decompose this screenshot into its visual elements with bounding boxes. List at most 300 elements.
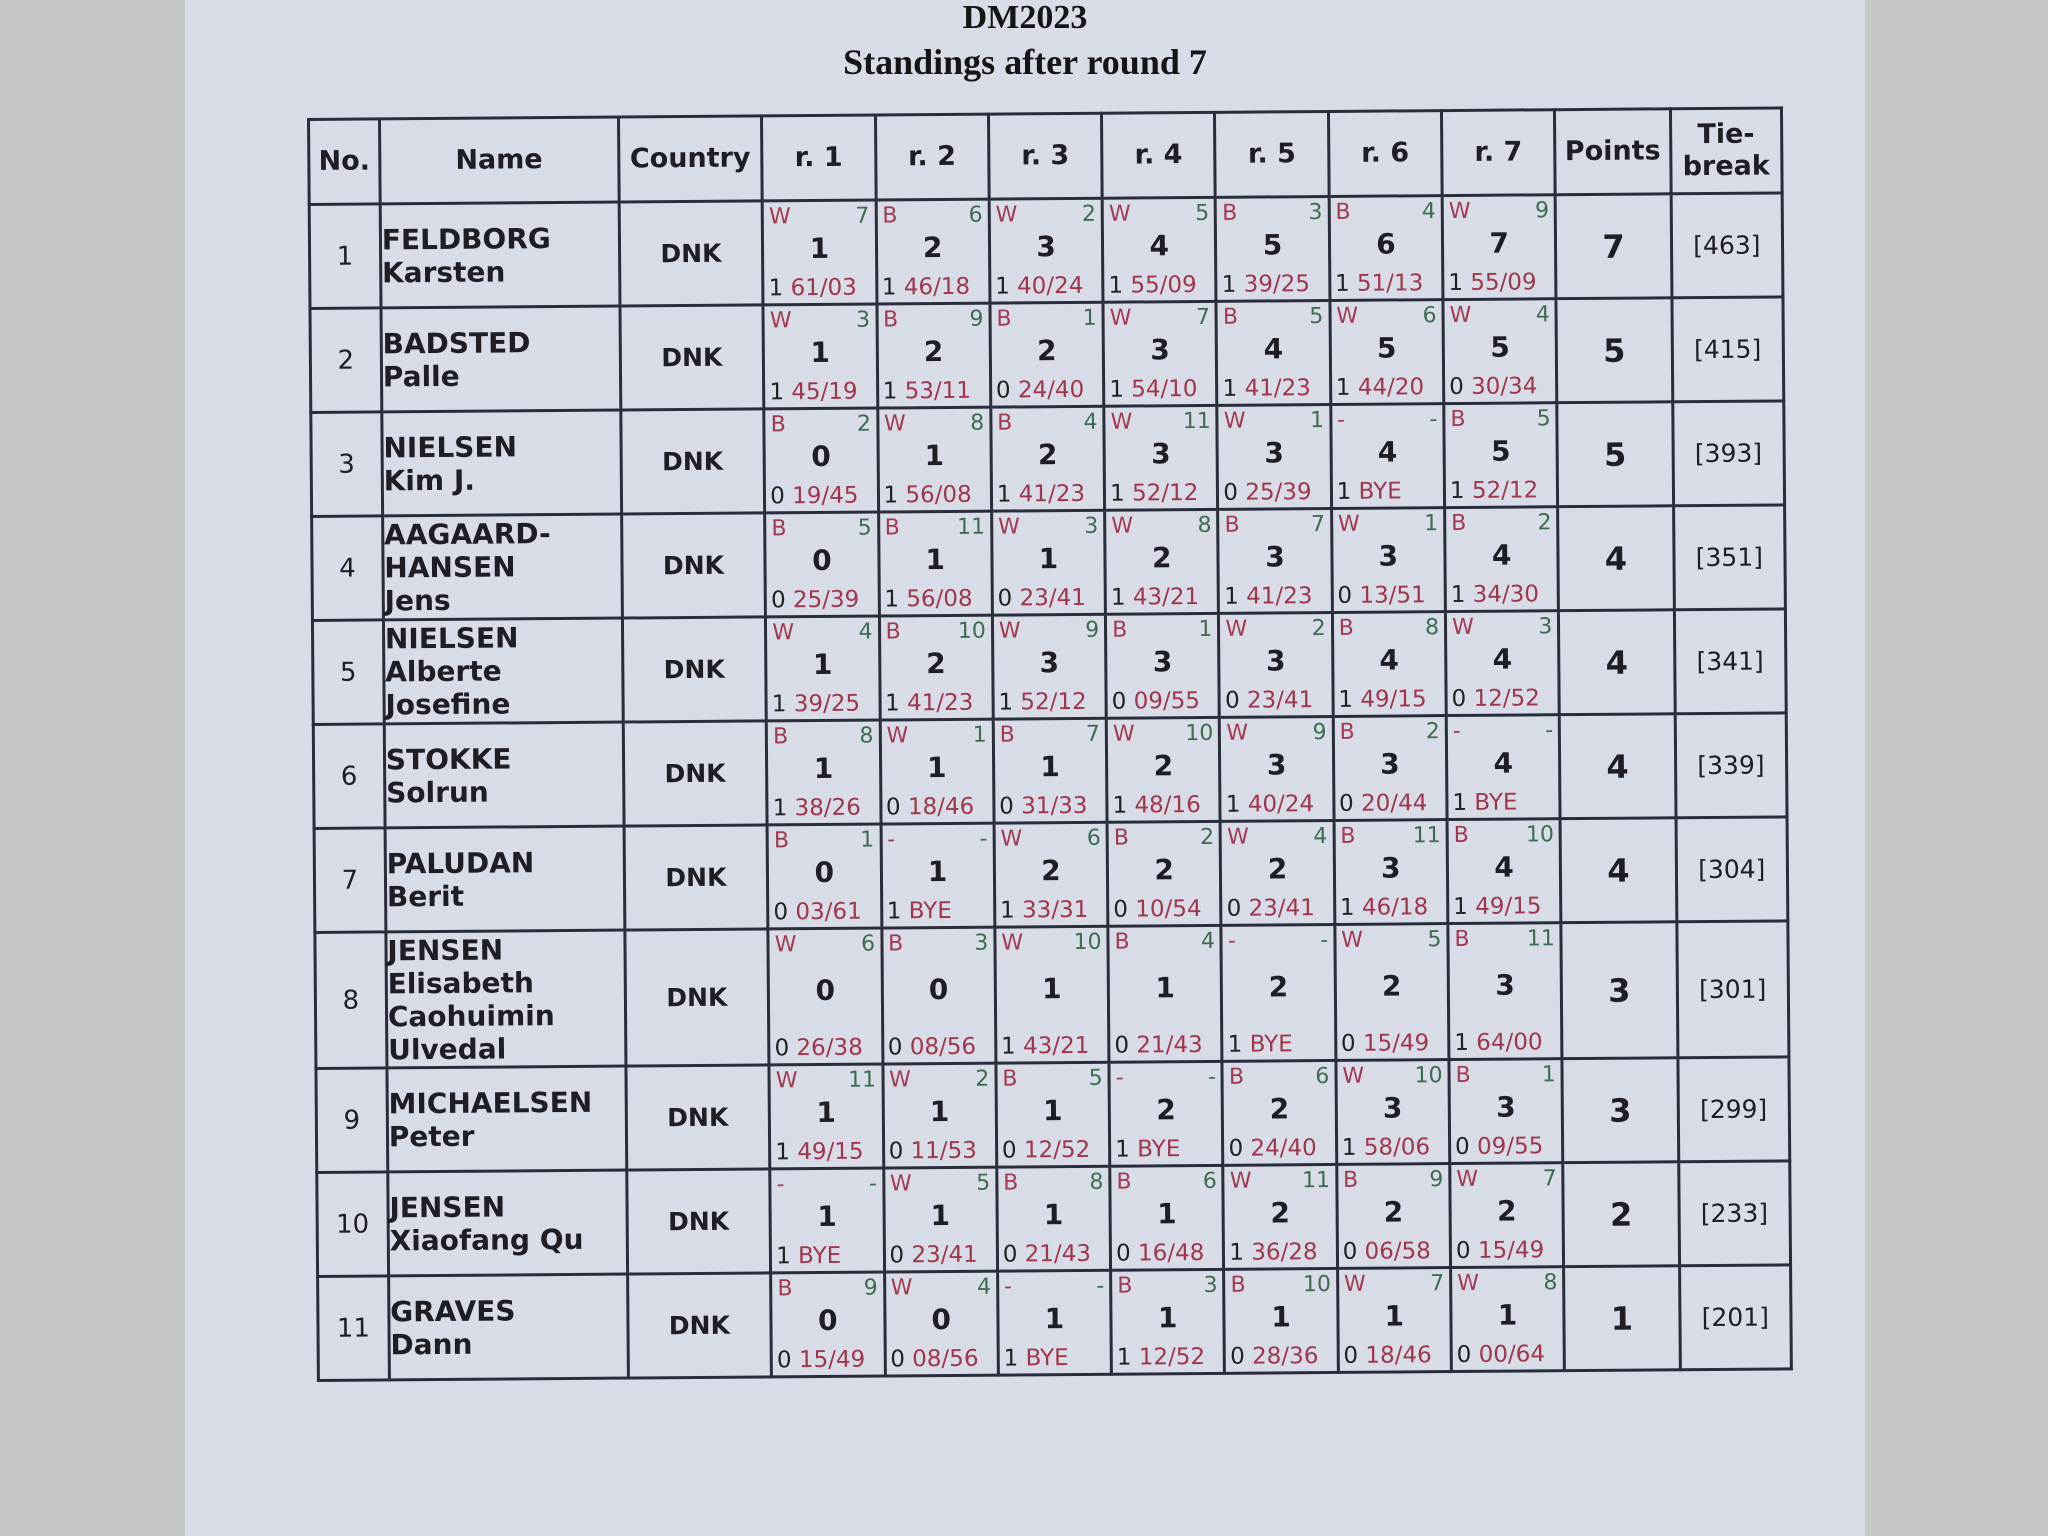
round-time: 43/21 <box>1132 584 1200 611</box>
round-result: 1 <box>1341 1134 1357 1161</box>
round-opponent: 5 <box>1309 304 1324 330</box>
round-result-line <box>886 794 974 821</box>
round-result-line <box>996 377 1084 404</box>
round-opponent: - <box>979 826 988 852</box>
round-cell <box>1216 300 1330 405</box>
player-points: 7 <box>1555 194 1671 299</box>
round-cell <box>768 928 882 1065</box>
round-color: W <box>1001 930 1024 956</box>
round-cumulative-score: 4 <box>1493 746 1514 780</box>
round-cumulative-score: 5 <box>1490 330 1510 364</box>
player-name-line: Karsten <box>381 254 506 289</box>
round-color: W <box>890 1275 913 1301</box>
round-result: 0 <box>1342 1238 1358 1265</box>
round-cell <box>1448 923 1562 1060</box>
round-cumulative-score: 2 <box>1496 1194 1517 1228</box>
round-cell <box>1333 716 1447 821</box>
player-country: DNK <box>626 1169 770 1274</box>
round-result: 0 <box>776 1347 792 1374</box>
round-result-line <box>1457 1341 1545 1368</box>
player-name <box>386 930 626 1068</box>
player-points: 1 <box>1564 1266 1680 1371</box>
player-number: 11 <box>318 1276 390 1381</box>
round-result: 1 <box>996 481 1012 508</box>
round-time: 46/18 <box>903 273 971 301</box>
round-result-line <box>776 1243 841 1270</box>
round-cell <box>1444 403 1558 508</box>
round-color: W <box>1448 198 1471 225</box>
player-country: DNK <box>623 721 767 826</box>
table-row <box>318 1265 1792 1381</box>
col-header-points: Points <box>1555 109 1671 195</box>
round-result-line <box>1340 894 1428 921</box>
round-opponent: 2 <box>1081 201 1096 227</box>
round-result-line <box>998 585 1086 612</box>
round-color: W <box>1108 201 1131 227</box>
round-result: 1 <box>881 274 897 301</box>
header-row <box>309 108 1783 205</box>
round-color: B <box>1335 199 1351 225</box>
round-time: 49/15 <box>1360 686 1427 713</box>
round-color: - <box>1452 718 1461 745</box>
player-points: 4 <box>1560 714 1676 819</box>
round-result-line <box>885 690 973 717</box>
round-cell <box>1450 1163 1564 1268</box>
round-result: 1 <box>995 273 1010 300</box>
round-opponent: 1 <box>860 827 875 853</box>
round-time: BYE <box>1137 1136 1181 1163</box>
round-result-line <box>1109 376 1197 403</box>
round-cumulative-score: 0 <box>815 973 836 1008</box>
round-cumulative-score: 1 <box>809 231 830 266</box>
round-opponent: 5 <box>1088 1065 1103 1091</box>
round-cell <box>770 1168 884 1273</box>
round-result: 0 <box>770 587 786 614</box>
round-result: 1 <box>1454 1029 1470 1057</box>
round-result: 1 <box>1227 1031 1243 1058</box>
round-cell <box>1445 611 1559 716</box>
table-row <box>311 401 1785 517</box>
round-cumulative-score: 2 <box>1153 749 1174 783</box>
round-color: W <box>769 308 792 334</box>
round-time: 49/15 <box>797 1138 864 1166</box>
round-time: 13/51 <box>1359 582 1426 609</box>
round-time: 00/64 <box>1478 1341 1546 1368</box>
round-result: 0 <box>774 1035 790 1062</box>
round-color: - <box>1003 1274 1013 1300</box>
round-result: 1 <box>1453 893 1468 921</box>
round-cumulative-score: 2 <box>1381 969 1402 1003</box>
round-opponent: 5 <box>857 515 872 541</box>
player-number: 5 <box>312 620 384 725</box>
round-time: 56/08 <box>906 585 973 613</box>
round-color: B <box>1002 1066 1018 1092</box>
round-opponent: 11 <box>1301 1167 1331 1194</box>
round-time: BYE <box>1249 1031 1293 1058</box>
round-opponent: - <box>1096 1273 1105 1299</box>
round-time: 11/53 <box>910 1137 977 1165</box>
round-color: W <box>774 932 797 958</box>
player-name-line: Alberte <box>385 654 502 689</box>
round-result-line <box>998 689 1086 716</box>
round-result: 0 <box>1340 1030 1356 1057</box>
round-cell <box>1332 612 1446 717</box>
round-cumulative-score: 4 <box>1263 332 1284 366</box>
round-opponent: 11 <box>956 514 986 540</box>
round-result: 1 <box>1001 1033 1016 1060</box>
player-tiebreak: [301] <box>1676 921 1788 1058</box>
table-row <box>316 1057 1790 1173</box>
round-result: 1 <box>1112 792 1128 819</box>
round-cell <box>766 720 880 825</box>
round-cell <box>1337 1268 1451 1373</box>
round-result: 1 <box>1334 270 1350 297</box>
round-opponent: 10 <box>1525 822 1555 848</box>
round-cumulative-score: 3 <box>1380 747 1400 781</box>
round-color: W <box>1109 305 1132 331</box>
round-time: 23/41 <box>1248 895 1315 922</box>
round-result: 0 <box>1002 1241 1018 1268</box>
round-time: 12/52 <box>1138 1343 1206 1371</box>
round-cumulative-score: 1 <box>1271 1300 1291 1334</box>
round-cumulative-score: 1 <box>1044 1302 1065 1336</box>
round-opponent: 5 <box>976 1170 991 1196</box>
round-time: 23/41 <box>911 1241 978 1269</box>
round-color: B <box>1222 304 1239 330</box>
player-tiebreak: [201] <box>1679 1265 1791 1370</box>
round-color: B <box>1116 1169 1132 1195</box>
round-result: 1 <box>1109 376 1125 403</box>
round-cumulative-score: 1 <box>1384 1299 1405 1333</box>
round-result-line <box>1110 480 1198 507</box>
round-opponent: 8 <box>859 723 874 749</box>
round-result-line <box>889 1242 977 1269</box>
round-opponent: 9 <box>1085 617 1100 643</box>
player-tiebreak: [304] <box>1676 817 1788 922</box>
round-result: 1 <box>1221 271 1237 298</box>
player-name-line: Solrun <box>385 775 489 809</box>
player-tiebreak: [299] <box>1678 1057 1790 1162</box>
player-number: 7 <box>314 828 386 933</box>
table-row <box>312 609 1786 725</box>
round-result-line <box>771 587 859 614</box>
round-color: B <box>1454 926 1470 953</box>
table-row <box>310 297 1784 413</box>
round-cell <box>1217 404 1331 509</box>
player-number: 1 <box>309 204 381 309</box>
player-tiebreak: [341] <box>1674 609 1786 714</box>
player-number: 9 <box>316 1068 388 1173</box>
round-result-line <box>1454 1029 1542 1056</box>
round-result: 1 <box>1450 581 1466 609</box>
round-time: 55/09 <box>1130 272 1197 299</box>
player-tiebreak: [463] <box>1671 193 1783 298</box>
col-header-tiebreak <box>1670 108 1782 194</box>
round-result-line <box>1114 1032 1202 1059</box>
round-opponent: 3 <box>856 307 871 333</box>
round-opponent: 10 <box>957 618 986 644</box>
player-country: DNK <box>626 1065 770 1170</box>
round-result-line <box>1223 479 1311 506</box>
round-result: 1 <box>1108 272 1124 299</box>
round-cell <box>1331 508 1445 613</box>
round-result: 0 <box>1455 1133 1470 1161</box>
round-cell <box>765 512 879 617</box>
round-opponent: 1 <box>1082 305 1097 331</box>
round-opponent: 4 <box>1535 302 1550 328</box>
round-cumulative-score: 1 <box>1038 542 1059 576</box>
round-result: 0 <box>1343 1342 1359 1369</box>
round-opponent: 7 <box>855 203 870 229</box>
round-color: B <box>1451 510 1467 537</box>
round-time: 09/55 <box>1476 1133 1544 1160</box>
round-color: W <box>1000 826 1023 852</box>
round-time: 64/00 <box>1476 1029 1543 1056</box>
round-opponent: 7 <box>1310 512 1326 538</box>
player-name <box>382 514 622 620</box>
round-result-line <box>888 1034 976 1061</box>
round-cell <box>1224 1268 1338 1373</box>
player-country: DNK <box>624 929 769 1066</box>
player-points: 3 <box>1562 1058 1678 1163</box>
round-result-line <box>1337 582 1425 609</box>
round-result-line <box>1448 269 1536 296</box>
round-cell <box>1451 1267 1565 1372</box>
round-cumulative-score: 2 <box>1156 1093 1176 1127</box>
round-color: B <box>1450 406 1466 433</box>
player-name-line: Palle <box>382 359 460 393</box>
round-opponent: 4 <box>976 1274 992 1300</box>
round-color: B <box>772 724 789 750</box>
round-cumulative-score: 4 <box>1149 229 1170 263</box>
round-cumulative-score: 1 <box>930 1198 951 1233</box>
round-result: 1 <box>1448 269 1464 297</box>
round-opponent: 4 <box>1083 409 1098 435</box>
round-result-line <box>772 691 860 718</box>
round-result-line <box>1453 893 1541 920</box>
round-time: 23/41 <box>1246 687 1314 714</box>
round-cumulative-score: 2 <box>923 335 944 369</box>
round-cumulative-score: 3 <box>1039 646 1060 680</box>
round-cell <box>994 822 1108 927</box>
round-cumulative-score: 1 <box>1157 1197 1177 1231</box>
round-color: W <box>889 1171 912 1197</box>
round-time: 51/13 <box>1356 270 1424 297</box>
round-time: 20/44 <box>1360 790 1428 817</box>
round-cumulative-score: 1 <box>927 854 948 889</box>
round-time: 46/18 <box>1361 894 1429 921</box>
round-cumulative-score: 1 <box>1157 1301 1178 1335</box>
round-result-line <box>1001 1033 1089 1060</box>
round-opponent: - <box>1320 928 1329 954</box>
player-number: 6 <box>313 724 385 829</box>
round-cell <box>997 1270 1111 1375</box>
round-cell <box>1336 1164 1450 1269</box>
round-opponent: 4 <box>1313 824 1328 850</box>
round-time: 41/23 <box>906 689 974 717</box>
round-color: W <box>998 618 1021 644</box>
round-cumulative-score: 0 <box>817 1303 838 1338</box>
round-cumulative-score: 5 <box>1262 228 1283 262</box>
round-result-line <box>1338 686 1426 713</box>
round-cumulative-score: 1 <box>812 647 833 682</box>
round-result: 1 <box>1225 791 1241 818</box>
round-cell <box>1108 925 1222 1062</box>
round-result: 0 <box>997 585 1013 612</box>
round-opponent: 5 <box>1195 200 1210 227</box>
player-name-line: FELDBORG <box>381 221 551 256</box>
round-color: B <box>885 619 901 645</box>
round-result: 0 <box>1113 896 1129 923</box>
round-cell <box>1223 1164 1337 1269</box>
round-opponent: 1 <box>1541 1062 1556 1088</box>
round-color: W <box>1342 1063 1365 1089</box>
round-result: 1 <box>1222 375 1238 402</box>
round-time: 41/23 <box>1018 480 1086 508</box>
round-opponent: 7 <box>1430 1271 1445 1297</box>
round-color: - <box>776 1172 785 1198</box>
round-cell <box>1329 196 1443 301</box>
round-cell <box>1221 924 1335 1061</box>
round-cell <box>991 406 1105 511</box>
round-time: 34/30 <box>1472 581 1540 608</box>
round-cell <box>1447 819 1561 924</box>
round-cell <box>993 718 1107 823</box>
round-result: 1 <box>1229 1239 1245 1266</box>
round-color: W <box>1341 927 1364 953</box>
player-name-line: Josefine <box>385 687 511 722</box>
round-result: 1 <box>1109 480 1125 507</box>
round-cumulative-score: 4 <box>1491 538 1512 572</box>
round-result-line <box>1225 687 1313 714</box>
round-opponent: - <box>1545 718 1554 744</box>
round-cumulative-score: 3 <box>1265 540 1285 574</box>
round-cell <box>764 408 878 513</box>
round-cumulative-score: 1 <box>817 1199 837 1234</box>
round-cumulative-score: 3 <box>1266 748 1287 782</box>
player-name-line: Jens <box>384 583 451 618</box>
round-time: 41/23 <box>1246 583 1313 610</box>
round-time: 40/24 <box>1017 272 1084 300</box>
round-time: 38/26 <box>794 794 862 822</box>
round-cell <box>1104 405 1218 510</box>
round-result: 1 <box>771 691 787 718</box>
round-cumulative-score: 1 <box>816 1095 837 1130</box>
round-opponent: 6 <box>1422 303 1437 329</box>
round-opponent: 2 <box>1537 510 1552 536</box>
round-color: W <box>1456 1166 1479 1193</box>
round-result-line <box>768 275 856 302</box>
round-time: 15/49 <box>1362 1030 1430 1057</box>
round-time: 21/43 <box>1024 1240 1092 1268</box>
round-result: 1 <box>999 897 1015 924</box>
round-result: 0 <box>1339 790 1354 817</box>
round-color: W <box>1451 614 1474 641</box>
round-cumulative-score: 2 <box>1268 970 1289 1004</box>
player-points: 4 <box>1560 818 1676 923</box>
round-time: 55/09 <box>1470 269 1537 296</box>
round-result-line <box>1226 791 1314 818</box>
tiebreak-header-line: Tie- <box>1697 118 1755 151</box>
round-opponent: 5 <box>1427 927 1442 953</box>
round-time: 15/49 <box>1477 1237 1545 1264</box>
player-name <box>383 618 623 724</box>
round-cumulative-score: 2 <box>1269 1092 1290 1126</box>
round-color: B <box>997 410 1013 436</box>
player-name-line: Dann <box>390 1327 473 1361</box>
round-result: 0 <box>888 1138 904 1165</box>
round-cumulative-score: 3 <box>1036 230 1056 264</box>
round-color: W <box>1226 720 1249 746</box>
round-time: 12/52 <box>1473 685 1540 712</box>
player-points: 3 <box>1561 922 1677 1059</box>
round-cell <box>884 1271 998 1376</box>
round-cumulative-score: 1 <box>1042 1094 1063 1128</box>
round-cumulative-score: 1 <box>1497 1298 1518 1332</box>
standings-table <box>307 106 1793 1382</box>
round-cumulative-score: 1 <box>813 751 834 786</box>
player-tiebreak: [393] <box>1672 401 1784 506</box>
table-row <box>313 713 1787 829</box>
round-result-line <box>995 273 1083 300</box>
player-country: DNK <box>620 305 764 410</box>
round-opponent: 8 <box>1197 512 1212 539</box>
player-country: DNK <box>619 201 763 306</box>
round-color: W <box>1112 721 1135 747</box>
round-cell <box>1336 1060 1450 1165</box>
round-result: 0 <box>995 377 1011 404</box>
player-name <box>388 1274 628 1380</box>
round-cumulative-score: 5 <box>1376 331 1397 365</box>
round-cell <box>882 1063 996 1168</box>
round-time: BYE <box>1358 478 1402 505</box>
round-time: 39/25 <box>1243 271 1311 298</box>
round-result: 1 <box>883 482 899 509</box>
round-cumulative-score: 3 <box>1496 1090 1516 1124</box>
player-name-line: GRAVES <box>390 1293 516 1328</box>
round-cell <box>1111 1269 1225 1374</box>
round-opponent: 6 <box>968 202 983 228</box>
round-opponent: 3 <box>1308 200 1323 226</box>
round-result-line <box>1343 1238 1431 1265</box>
round-result-line <box>890 1346 978 1373</box>
round-opponent: 11 <box>1412 823 1441 849</box>
paper-sheet <box>185 0 1865 1536</box>
round-color: B <box>1003 1170 1019 1196</box>
round-time: 03/61 <box>795 898 862 926</box>
round-cumulative-score: 2 <box>1037 438 1058 472</box>
round-opponent: 3 <box>974 930 989 956</box>
round-cumulative-score: 4 <box>1379 643 1400 677</box>
round-result-line <box>1451 581 1539 608</box>
round-opponent: 3 <box>1203 1272 1218 1298</box>
round-result-line <box>1455 1133 1543 1160</box>
round-result: 1 <box>886 898 902 925</box>
round-result-line <box>1117 1344 1205 1371</box>
round-time: 36/28 <box>1251 1239 1318 1266</box>
round-color: - <box>1227 928 1236 954</box>
round-cumulative-score: 7 <box>1489 226 1510 260</box>
player-country: DNK <box>622 617 766 722</box>
round-opponent: 7 <box>1085 721 1101 747</box>
round-result-line <box>1111 584 1199 611</box>
round-cell <box>876 199 990 304</box>
round-cell <box>771 1272 885 1377</box>
round-cumulative-score: 0 <box>811 543 832 578</box>
round-cell <box>769 1064 883 1169</box>
player-name <box>384 722 624 828</box>
round-opponent: 10 <box>1185 720 1214 747</box>
